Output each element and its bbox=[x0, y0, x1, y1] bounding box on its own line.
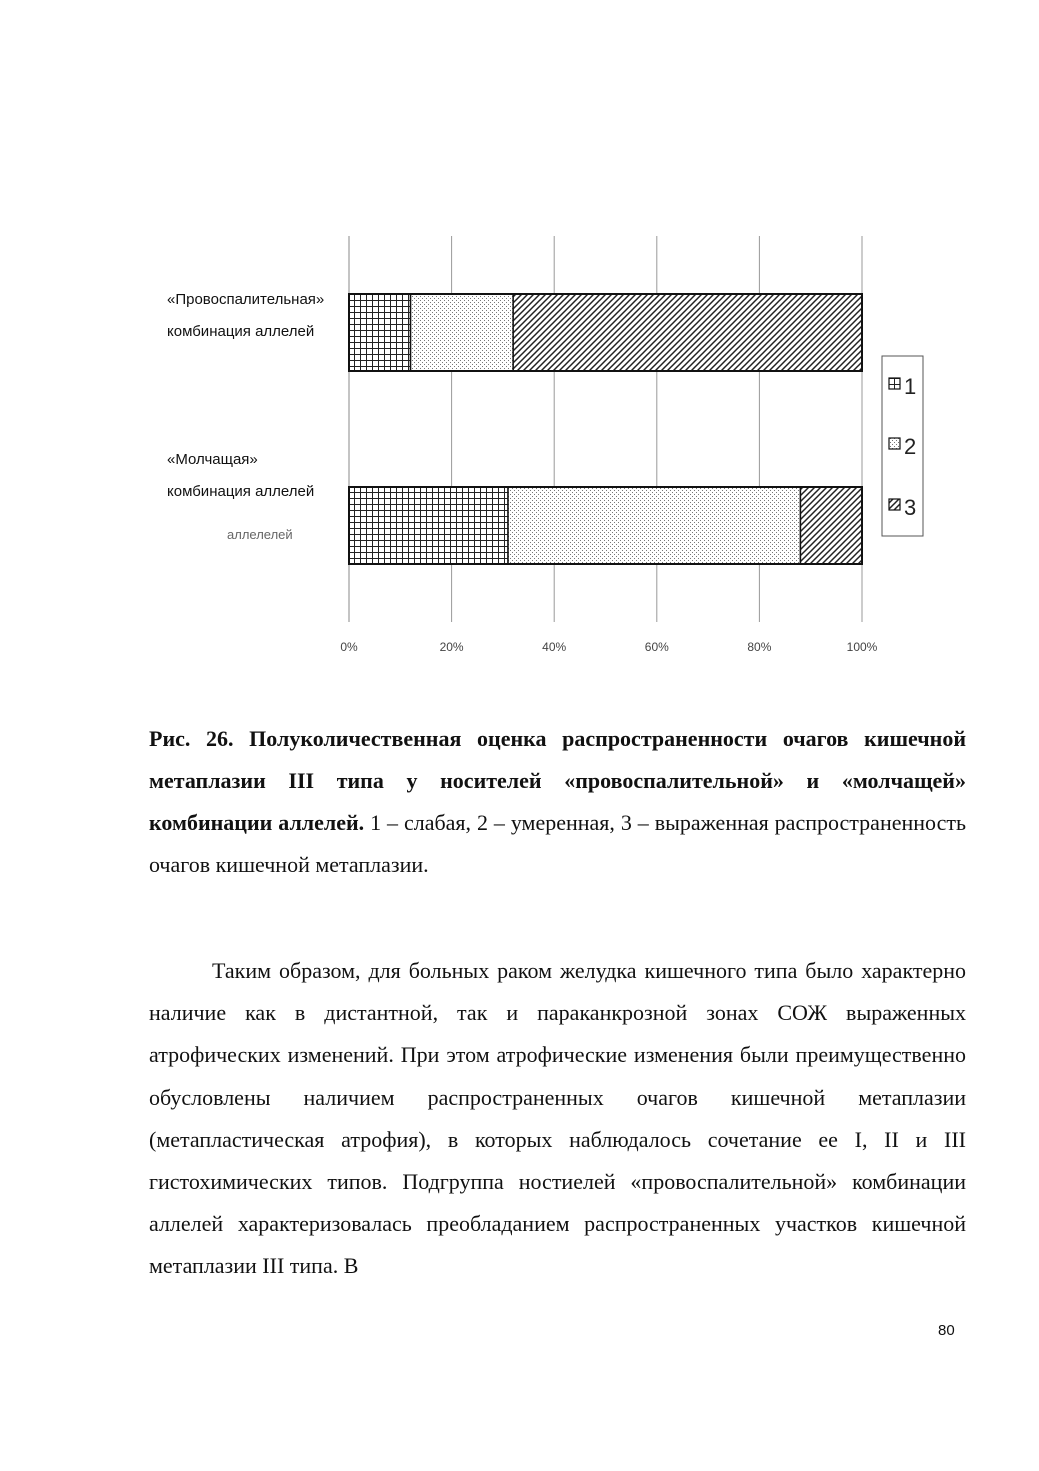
x-tick-labels bbox=[340, 640, 877, 654]
x-tick-label: 80% bbox=[747, 640, 772, 654]
category-label: «Молчащая» bbox=[167, 451, 258, 468]
legend-swatch-1 bbox=[889, 378, 900, 389]
x-tick-label: 0% bbox=[340, 640, 358, 654]
legend-swatch-2 bbox=[889, 438, 900, 449]
bar-segment-series-3 bbox=[800, 487, 862, 564]
page-number: 80 bbox=[938, 1322, 955, 1339]
bar-segment-series-2 bbox=[411, 294, 514, 371]
bars bbox=[349, 294, 862, 564]
legend-label: 3 bbox=[904, 495, 917, 520]
legend-label: 1 bbox=[904, 374, 917, 399]
x-tick-label: 20% bbox=[439, 640, 464, 654]
legend-swatch-3 bbox=[889, 499, 900, 510]
bar-segment-series-1 bbox=[349, 487, 508, 564]
caption-bold: Рис. 26. Полуколичественная оценка распространенности очагов кишечной метаплазии III типа у носителей «провоспалительной» и «молчащей» комбинации аллелей. bbox=[149, 726, 966, 835]
bar-segment-series-1 bbox=[349, 294, 411, 371]
x-tick-label: 40% bbox=[542, 640, 567, 654]
legend-label: 2 bbox=[904, 434, 917, 459]
x-tick-label: 60% bbox=[644, 640, 669, 654]
body-paragraph: Таким образом, для больных раком желудка кишечного типа было характерно наличие как в дистантной, так и параканкрозной зонах СОЖ выраженных атрофических изменений. При этом атрофические изменения были преимущественно обусловлены наличием распространенных очагов кишечной метаплазии (метапластическая атрофия), в которых наблюдалось сочетание ее I, II и III гистохимических типов. Подгруппа ностиелей «провоспалительной» комбинации аллелей характеризовалась преобладанием распространенных участков кишечной метаплазии III типа. В bbox=[149, 958, 966, 1279]
bar-segment-series-3 bbox=[513, 294, 862, 371]
x-tick-label: 100% bbox=[846, 640, 878, 654]
caption-normal: 1 – слабая, 2 – умеренная, 3 – выраженная распространенность очагов кишечной метаплазии. bbox=[149, 810, 966, 877]
legend-box bbox=[882, 356, 923, 536]
category-labels bbox=[167, 291, 324, 542]
category-label: комбинация аллелей bbox=[167, 323, 315, 340]
category-label: «Провоспалительная» bbox=[167, 291, 325, 308]
figure-caption bbox=[149, 718, 966, 886]
extra-label: аллелелей bbox=[227, 527, 293, 542]
legend bbox=[882, 356, 923, 536]
category-label: комбинация аллелей bbox=[167, 483, 315, 500]
bar-segment-series-2 bbox=[508, 487, 800, 564]
stacked-bar-chart bbox=[0, 0, 1039, 700]
